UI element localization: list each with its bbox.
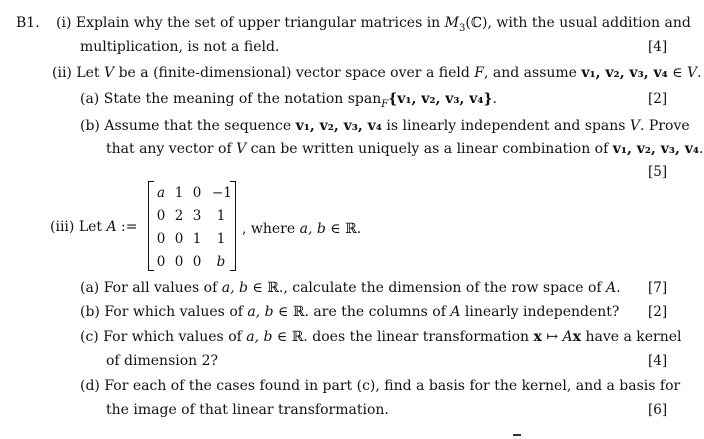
matrix-set-symbol: M [444, 15, 459, 31]
matrix-A [148, 181, 236, 271]
part-ii-intro-d: ∈ [667, 65, 687, 81]
part-iii-b-text-b: are the columns of [308, 304, 451, 320]
part-iii-b [80, 303, 619, 321]
part-ii-intro-a: Let [76, 65, 105, 81]
in-R: ∈ ℝ. [325, 221, 362, 237]
part-ii-b-text-a: Assume that the sequence [104, 118, 296, 134]
matrix-cell: 3 [192, 208, 202, 224]
part-iii-d-marks: [6] [648, 402, 668, 418]
field-F: F [474, 65, 484, 81]
part-iii-label: (iii) [50, 219, 75, 235]
part-i-text-b: (ℂ), with the usual addition and [465, 15, 691, 31]
in-R-c: ∈ ℝ. [272, 329, 308, 345]
matrix-cell: 0 [174, 254, 184, 270]
vector-x: x [533, 329, 542, 345]
part-ii-b2-text-b: can be written uniquely as a linear combination of [246, 141, 613, 157]
part-iii-c-text-a: For which values of [103, 329, 247, 345]
part-i-line-1 [56, 14, 691, 38]
part-iii-c-label: (c) [80, 329, 99, 345]
matrix-cell: b [216, 254, 226, 270]
part-iii-let [50, 218, 138, 236]
part-iii-a-text-c: . [616, 280, 621, 296]
part-iii-a [80, 279, 621, 297]
part-iii-let-word: Let [78, 219, 107, 235]
matrix-cell: −1 [212, 185, 232, 201]
matrix-set-subscript: 3 [459, 22, 466, 34]
matrix-cell: 0 [156, 231, 166, 247]
part-ii-intro-e: . [697, 65, 702, 81]
part-ii-b-line-1 [80, 117, 690, 135]
params-ab-b: a, b [247, 304, 274, 320]
part-iii-d-label: (d) [80, 378, 100, 394]
assign-symbol: := [116, 219, 138, 235]
page-mark [513, 434, 521, 436]
params-ab-c: a, b [246, 329, 273, 345]
part-ii-b2-text-c: . [699, 141, 704, 157]
space-V-4: V [236, 141, 247, 157]
part-iii-c-marks: [4] [648, 353, 668, 369]
in-R-a: ∈ ℝ. [247, 280, 284, 296]
matrix-cell: 0 [156, 208, 166, 224]
matrix-cell: 0 [156, 254, 166, 270]
part-ii-b-text-c: . Prove [640, 118, 690, 134]
space-V-3: V [629, 118, 641, 134]
matrix-cell: a [156, 185, 166, 201]
vector-x-2: x [572, 329, 582, 345]
matrix-A-ref: A [606, 280, 617, 296]
question-number: B1. [16, 15, 40, 31]
part-ii-a [80, 90, 497, 114]
matrix-cell: 1 [216, 208, 226, 224]
part-ii-intro [52, 64, 702, 82]
vector-list: v₁, v₂, v₃, v₄ [581, 65, 668, 81]
matrix-cell: 0 [174, 231, 184, 247]
part-ii-a-label: (a) [80, 91, 100, 107]
part-ii-b-text-b: is linearly independent and spans [381, 118, 630, 134]
part-iii-c-text-c: have a kernel [581, 329, 682, 345]
in-R-b: ∈ ℝ. [273, 304, 309, 320]
part-iii-where [242, 220, 361, 238]
part-ii-b2-text-a: that any vector of [106, 141, 237, 157]
part-iii-d-line-2: the image of that linear transformation. [106, 402, 389, 418]
part-ii-a-text: State the meaning of the notation span [103, 91, 382, 107]
part-iii-a-marks: [7] [648, 280, 668, 296]
matrix-cell: 0 [192, 254, 202, 270]
matrix-cell: 1 [174, 185, 184, 201]
part-i-text-a: Explain why the set of upper triangular matrices in [75, 15, 445, 31]
part-ii-b-line-2 [106, 140, 704, 158]
part-ii-b-marks: [5] [648, 164, 668, 180]
vector-list-b: v₁, v₂, v₃, v₄ [295, 118, 382, 134]
part-iii-a-text-b: , calculate the dimension of the row space of [283, 280, 607, 296]
maps-to-symbol: ↦ [541, 329, 563, 345]
matrix-cell: 1 [192, 231, 202, 247]
part-iii-a-label: (a) [80, 280, 100, 296]
part-iii-b-text-c: linearly independent? [460, 304, 620, 320]
space-V-2: V [686, 65, 698, 81]
matrix-cell: 1 [216, 231, 226, 247]
vector-list-c: v₁, v₂, v₃, v₄ [612, 141, 700, 157]
matrix-cell: 2 [174, 208, 184, 224]
part-iii-b-label: (b) [80, 304, 100, 320]
part-iii-d-text: For each of the cases found in part (c), find a basis for the kernel, and a basis for [104, 378, 681, 394]
part-ii-b-label: (b) [80, 118, 100, 134]
part-i-marks: [4] [648, 39, 668, 55]
where-text: , where [242, 221, 300, 237]
part-iii-c-line-2: of dimension 2? [106, 353, 219, 369]
span-subscript: F [381, 98, 389, 110]
part-ii-intro-b: be a (finite-dimensional) vector space over a field [114, 65, 475, 81]
matrix-cell: 0 [192, 185, 202, 201]
space-V: V [104, 65, 115, 81]
part-iii-c-line-1 [80, 328, 682, 346]
matrix-A-ref-b: A [450, 304, 461, 320]
part-ii-a-end: . [492, 91, 497, 107]
span-set: {v₁, v₂, v₃, v₄} [388, 91, 493, 107]
part-iii-a-text-a: For all values of [103, 280, 222, 296]
part-i-label: (i) [56, 15, 72, 31]
part-iii-d-line-1 [80, 377, 680, 395]
matrix-A-times: A [562, 329, 573, 345]
part-iii-c-text-b: does the linear transformation [307, 329, 534, 345]
part-ii-intro-c: , and assume [483, 65, 582, 81]
part-ii-a-marks: [2] [648, 91, 668, 107]
part-ii-label: (ii) [52, 65, 72, 81]
params-ab-a: a, b [221, 280, 248, 296]
part-iii-b-text-a: For which values of [104, 304, 248, 320]
part-i-line-2: multiplication, is not a field. [80, 39, 280, 55]
part-iii-b-marks: [2] [648, 304, 668, 320]
matrix-A-symbol: A [106, 219, 117, 235]
params-ab: a, b [299, 221, 326, 237]
